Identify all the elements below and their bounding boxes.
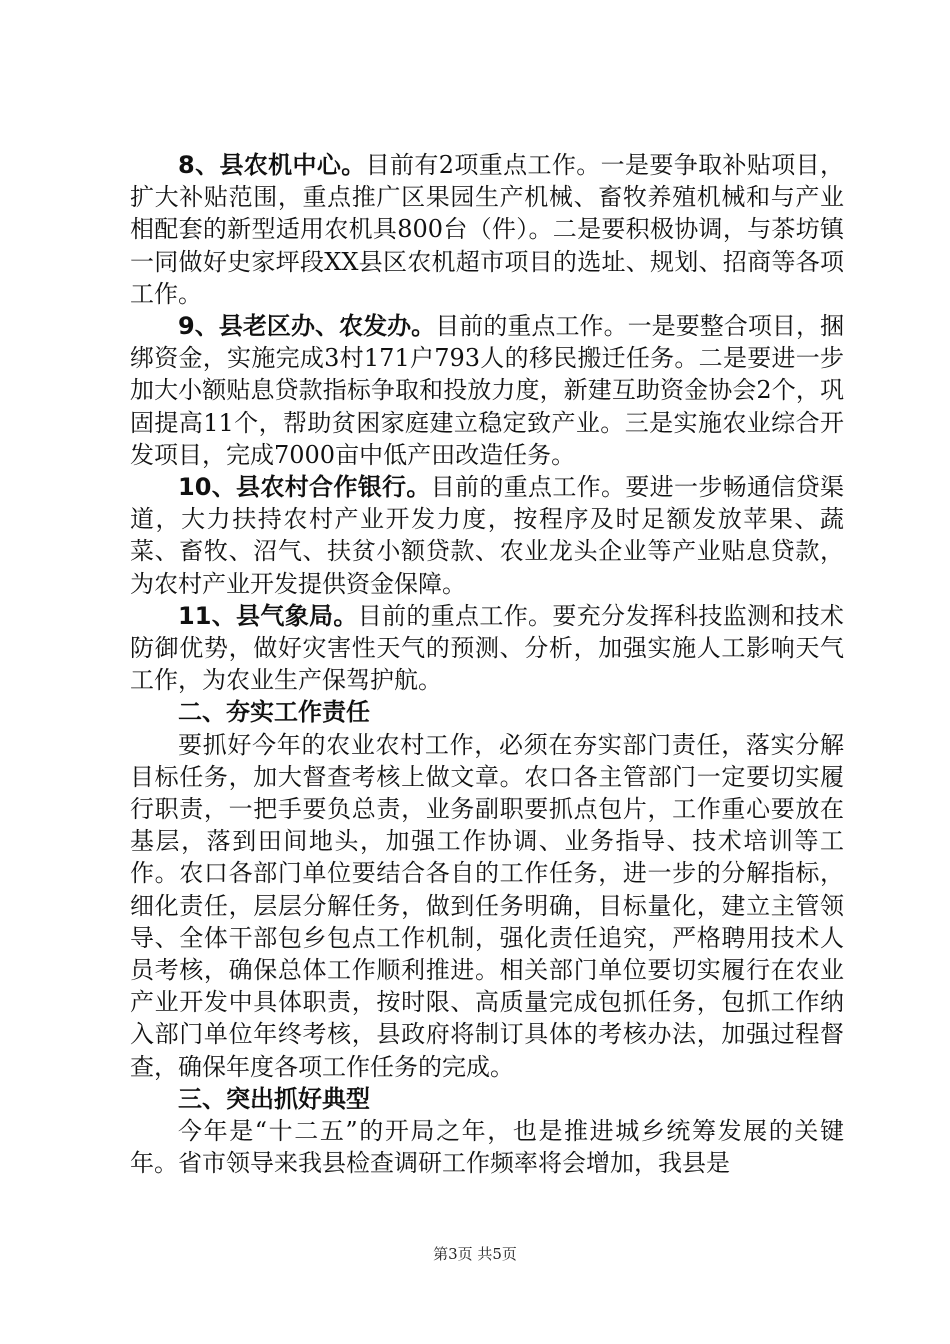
paragraph-text: 目前的重点工作。一是要整合项目，捆绑资金，实施完成3村171户793人的移民搬迁任务。二是要进一步加大小额贴息贷款指标争取和投放力度，新建互助资金协会2个，巩固提高11个，帮助贫困家庭建立稳定致产业。三是实施农业综合开发项目，完成7000亩中低产田改造任务。 — [130, 312, 845, 469]
paragraph-item-8 — [130, 149, 844, 310]
section-heading-3: 三、突出抓好典型 — [178, 1084, 370, 1113]
section-heading-2: 二、夯实工作责任 — [178, 698, 370, 727]
paragraph-text: 目前有2项重点工作。一是要争取补贴项目，扩大补贴范围，重点推广区果园生产机械、畜牧养殖机械和与产业相配套的新型适用农机具800台（件）。二是要积极协调，与茶坊镇一同做好史家坪段XX县区农机超市项目的选址、规划、招商等各项工作。 — [130, 151, 844, 308]
paragraph-lead: 8、县农机中心。 — [178, 151, 366, 179]
paragraph-item-9 — [130, 310, 844, 471]
paragraph-item-10 — [130, 471, 844, 600]
paragraph-text: 目前的重点工作。要进一步畅通信贷渠道，大力扶持农村产业开发力度，按程序及时足额发放苹果、蔬菜、畜牧、沼气、扶贫小额贷款、农业龙头企业等产业贴息贷款，为农村产业开发提供资金保障。 — [130, 473, 844, 598]
paragraph-item-11 — [130, 600, 844, 697]
paragraph-lead: 10、县农村合作银行。 — [178, 473, 431, 502]
paragraph-text: 目前的重点工作。要充分发挥科技监测和技术防御优势，做好灾害性天气的预测、分析，加强实施人工影响天气工作，为农业生产保驾护航。 — [130, 601, 844, 695]
paragraph-lead: 11、县气象局。 — [178, 601, 358, 630]
page-number-footer: 第3页 共5页 — [433, 1245, 517, 1263]
section-text-2: 要抓好今年的农业农村工作，必须在夯实部门责任，落实分解目标任务，加大督查考核上做文章。农口各主管部门一定要切实履行职责，一把手要负总责，业务副职要抓点包片，工作重心要放在基层，落到田间地头，加强工作协调、业务指导、技术培训等工作。农口各部门单位要结合各自的工作任务，进一步的分解指标，细化责任，层层分解任务，做到任务明确，目标量化，建立主管领导、全体干部包乡包点工作机制，强化责任追究，严格聘用技术人员考核，确保总体工作顺利推进。相关部门单位要切实履行在农业产业开发中具体职责，按时限、高质量完成包抓任务，包抓工作纳入部门单位年终考核，县政府将制订具体的考核办法，加强过程督查，确保年度各项工作任务的完成。 — [130, 730, 844, 1081]
paragraph-lead: 9、县老区办、农发办。 — [178, 312, 436, 341]
section-text-3: 今年是“十二五”的开局之年，也是推进城乡统筹发展的关键年。省市领导来我县检查调研工作频率将会增加，我县是 — [130, 1117, 844, 1178]
document-body — [130, 149, 844, 1180]
